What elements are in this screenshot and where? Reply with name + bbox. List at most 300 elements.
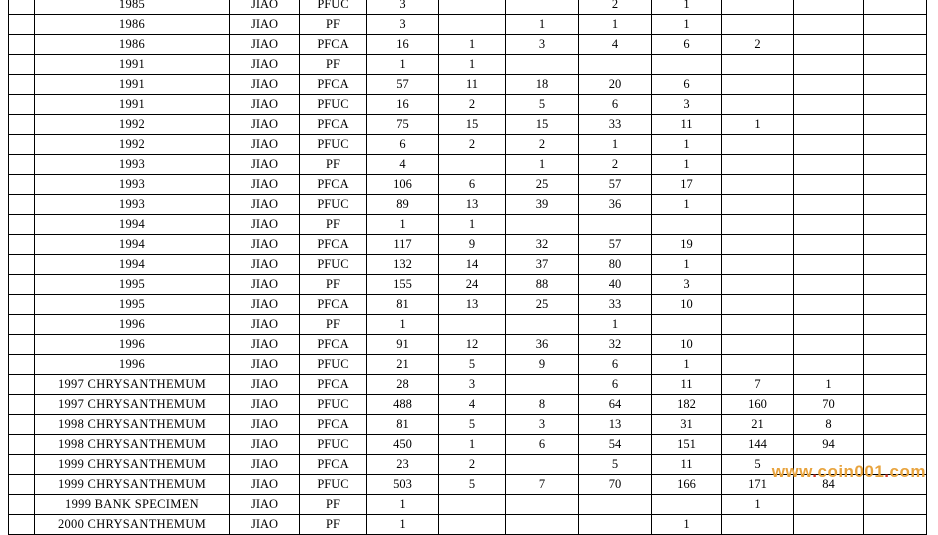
cell-count-2: 32: [506, 235, 579, 255]
cell-year-variety: 1999 BANK SPECIMEN: [35, 495, 230, 515]
cell-count-2: 39: [506, 195, 579, 215]
cell-count-3: 40: [579, 275, 652, 295]
cell-count-5: [722, 335, 794, 355]
cell-count-2: [506, 215, 579, 235]
cell-total: 3: [367, 15, 439, 35]
cell-grade: PFCA: [300, 235, 367, 255]
row-marker-cell: [9, 215, 35, 235]
cell-year-variety: 1985: [35, 0, 230, 15]
cell-count-6: [794, 135, 864, 155]
cell-count-3: [579, 495, 652, 515]
cell-count-6: [794, 55, 864, 75]
cell-count-4: 31: [652, 415, 722, 435]
cell-year-variety: 1992: [35, 135, 230, 155]
cell-count-7: [864, 275, 927, 295]
cell-count-7: [864, 115, 927, 135]
cell-year-variety: 1994: [35, 215, 230, 235]
cell-count-2: [506, 455, 579, 475]
cell-count-2: 8: [506, 395, 579, 415]
cell-count-4: [652, 495, 722, 515]
cell-grade: PFCA: [300, 415, 367, 435]
cell-count-5: [722, 175, 794, 195]
cell-count-6: 8: [794, 415, 864, 435]
cell-count-3: 33: [579, 295, 652, 315]
cell-count-4: 11: [652, 455, 722, 475]
cell-count-2: [506, 0, 579, 15]
cell-count-7: [864, 315, 927, 335]
cell-count-6: 84: [794, 475, 864, 495]
cell-count-1: 1: [439, 215, 506, 235]
cell-count-6: [794, 75, 864, 95]
cell-count-4: 1: [652, 195, 722, 215]
cell-count-7: [864, 455, 927, 475]
cell-count-6: [794, 455, 864, 475]
cell-count-6: [794, 275, 864, 295]
cell-count-1: 12: [439, 335, 506, 355]
cell-count-2: [506, 375, 579, 395]
cell-count-1: 1: [439, 55, 506, 75]
cell-count-4: 6: [652, 75, 722, 95]
cell-count-5: 144: [722, 435, 794, 455]
cell-count-6: [794, 115, 864, 135]
cell-denomination: JIAO: [230, 455, 300, 475]
cell-count-6: [794, 315, 864, 335]
cell-count-7: [864, 55, 927, 75]
cell-count-3: 57: [579, 235, 652, 255]
cell-count-7: [864, 475, 927, 495]
cell-count-1: 5: [439, 415, 506, 435]
cell-denomination: JIAO: [230, 115, 300, 135]
table-row: [9, 215, 927, 235]
cell-count-4: 11: [652, 375, 722, 395]
cell-count-4: 10: [652, 335, 722, 355]
cell-total: 89: [367, 195, 439, 215]
cell-count-3: 36: [579, 195, 652, 215]
row-marker-cell: [9, 315, 35, 335]
cell-count-1: 2: [439, 135, 506, 155]
cell-grade: PFUC: [300, 135, 367, 155]
cell-count-2: 37: [506, 255, 579, 275]
table-row: [9, 15, 927, 35]
cell-count-6: [794, 255, 864, 275]
cell-total: 1: [367, 55, 439, 75]
cell-year-variety: 1994: [35, 255, 230, 275]
cell-count-2: 3: [506, 415, 579, 435]
cell-year-variety: 1999 CHRYSANTHEMUM: [35, 475, 230, 495]
cell-denomination: JIAO: [230, 35, 300, 55]
cell-denomination: JIAO: [230, 75, 300, 95]
cell-count-2: 18: [506, 75, 579, 95]
cell-total: 155: [367, 275, 439, 295]
row-marker-cell: [9, 475, 35, 495]
table-body: [9, 0, 927, 535]
row-marker-cell: [9, 115, 35, 135]
cell-count-7: [864, 195, 927, 215]
cell-count-2: 2: [506, 135, 579, 155]
cell-year-variety: 1991: [35, 75, 230, 95]
watermark-prefix: www: [771, 462, 813, 481]
cell-year-variety: 1986: [35, 15, 230, 35]
cell-denomination: JIAO: [230, 375, 300, 395]
cell-denomination: JIAO: [230, 195, 300, 215]
cell-year-variety: 2000 CHRYSANTHEMUM: [35, 515, 230, 535]
row-marker-cell: [9, 135, 35, 155]
cell-count-2: 1: [506, 15, 579, 35]
cell-count-4: 17: [652, 175, 722, 195]
cell-grade: PF: [300, 315, 367, 335]
cell-count-1: 24: [439, 275, 506, 295]
cell-count-3: 57: [579, 175, 652, 195]
cell-count-5: 160: [722, 395, 794, 415]
cell-grade: PFCA: [300, 35, 367, 55]
cell-count-4: 3: [652, 275, 722, 295]
cell-count-4: 1: [652, 155, 722, 175]
cell-count-5: 1: [722, 115, 794, 135]
cell-count-1: 1: [439, 435, 506, 455]
cell-count-6: [794, 195, 864, 215]
cell-count-4: 1: [652, 135, 722, 155]
cell-count-1: 13: [439, 195, 506, 215]
cell-total: 1: [367, 515, 439, 535]
cell-grade: PFCA: [300, 295, 367, 315]
cell-count-1: [439, 495, 506, 515]
cell-count-2: 88: [506, 275, 579, 295]
cell-year-variety: 1993: [35, 155, 230, 175]
cell-count-1: 11: [439, 75, 506, 95]
cell-total: 81: [367, 295, 439, 315]
cell-total: 503: [367, 475, 439, 495]
cell-count-7: [864, 415, 927, 435]
cell-total: 3: [367, 0, 439, 15]
cell-denomination: JIAO: [230, 395, 300, 415]
row-marker-cell: [9, 15, 35, 35]
row-marker-cell: [9, 435, 35, 455]
cell-denomination: JIAO: [230, 475, 300, 495]
cell-count-5: [722, 235, 794, 255]
watermark-dot-1: .: [812, 462, 818, 481]
cell-denomination: JIAO: [230, 215, 300, 235]
cell-count-4: 182: [652, 395, 722, 415]
cell-count-3: 13: [579, 415, 652, 435]
cell-denomination: JIAO: [230, 155, 300, 175]
cell-count-7: [864, 35, 927, 55]
cell-count-3: 1: [579, 15, 652, 35]
row-marker-cell: [9, 175, 35, 195]
cell-count-6: 94: [794, 435, 864, 455]
cell-grade: PFCA: [300, 455, 367, 475]
table-row: [9, 375, 927, 395]
cell-year-variety: 1986: [35, 35, 230, 55]
cell-count-1: 13: [439, 295, 506, 315]
cell-count-3: 20: [579, 75, 652, 95]
cell-count-2: 5: [506, 95, 579, 115]
cell-count-4: 1: [652, 0, 722, 15]
table-row: [9, 435, 927, 455]
cell-count-5: [722, 15, 794, 35]
cell-count-5: [722, 255, 794, 275]
row-marker-cell: [9, 195, 35, 215]
cell-count-3: 33: [579, 115, 652, 135]
cell-grade: PF: [300, 275, 367, 295]
cell-count-5: 5: [722, 455, 794, 475]
cell-total: 23: [367, 455, 439, 475]
cell-count-7: [864, 395, 927, 415]
cell-denomination: JIAO: [230, 55, 300, 75]
cell-grade: PFUC: [300, 475, 367, 495]
cell-count-3: 2: [579, 0, 652, 15]
cell-count-7: [864, 355, 927, 375]
row-marker-cell: [9, 295, 35, 315]
cell-count-7: [864, 235, 927, 255]
cell-count-1: 4: [439, 395, 506, 415]
row-marker-cell: [9, 235, 35, 255]
cell-count-3: 54: [579, 435, 652, 455]
row-marker-cell: [9, 355, 35, 375]
cell-grade: PFUC: [300, 95, 367, 115]
cell-grade: PFCA: [300, 75, 367, 95]
cell-year-variety: 1998 CHRYSANTHEMUM: [35, 415, 230, 435]
cell-count-2: [506, 55, 579, 75]
cell-total: 81: [367, 415, 439, 435]
cell-count-4: 1: [652, 355, 722, 375]
cell-count-1: 15: [439, 115, 506, 135]
cell-count-7: [864, 255, 927, 275]
cell-total: 21: [367, 355, 439, 375]
cell-count-6: [794, 175, 864, 195]
cell-count-5: [722, 195, 794, 215]
cell-count-1: 9: [439, 235, 506, 255]
cell-count-6: [794, 335, 864, 355]
table-row: [9, 395, 927, 415]
cell-denomination: JIAO: [230, 495, 300, 515]
cell-total: 132: [367, 255, 439, 275]
cell-count-7: [864, 15, 927, 35]
cell-count-6: [794, 295, 864, 315]
cell-count-5: 171: [722, 475, 794, 495]
cell-grade: PFUC: [300, 195, 367, 215]
cell-count-5: [722, 0, 794, 15]
cell-count-5: [722, 295, 794, 315]
cell-count-7: [864, 215, 927, 235]
cell-total: 91: [367, 335, 439, 355]
cell-grade: PF: [300, 15, 367, 35]
cell-count-6: 70: [794, 395, 864, 415]
cell-total: 16: [367, 35, 439, 55]
cell-year-variety: 1996: [35, 315, 230, 335]
cell-denomination: JIAO: [230, 295, 300, 315]
cell-count-7: [864, 435, 927, 455]
cell-count-6: [794, 35, 864, 55]
cell-count-4: 1: [652, 255, 722, 275]
cell-count-7: [864, 0, 927, 15]
cell-count-3: 64: [579, 395, 652, 415]
cell-count-4: 10: [652, 295, 722, 315]
cell-total: 57: [367, 75, 439, 95]
cell-count-4: 1: [652, 15, 722, 35]
cell-count-4: [652, 315, 722, 335]
cell-year-variety: 1996: [35, 355, 230, 375]
cell-count-3: 80: [579, 255, 652, 275]
table-row: [9, 275, 927, 295]
cell-grade: PFCA: [300, 175, 367, 195]
row-marker-cell: [9, 0, 35, 15]
cell-total: 117: [367, 235, 439, 255]
cell-count-6: [794, 355, 864, 375]
cell-total: 4: [367, 155, 439, 175]
cell-denomination: JIAO: [230, 135, 300, 155]
cell-year-variety: 1993: [35, 195, 230, 215]
cell-total: 75: [367, 115, 439, 135]
cell-count-3: 70: [579, 475, 652, 495]
cell-count-3: 6: [579, 355, 652, 375]
cell-denomination: JIAO: [230, 315, 300, 335]
row-marker-cell: [9, 275, 35, 295]
cell-count-3: 5: [579, 455, 652, 475]
cell-count-2: 6: [506, 435, 579, 455]
cell-count-2: [506, 495, 579, 515]
cell-year-variety: 1996: [35, 335, 230, 355]
cell-grade: PF: [300, 55, 367, 75]
cell-count-5: [722, 135, 794, 155]
cell-year-variety: 1999 CHRYSANTHEMUM: [35, 455, 230, 475]
row-marker-cell: [9, 495, 35, 515]
table-row: [9, 55, 927, 75]
cell-total: 1: [367, 215, 439, 235]
cell-count-3: 6: [579, 95, 652, 115]
cell-count-7: [864, 175, 927, 195]
row-marker-cell: [9, 455, 35, 475]
cell-grade: PFUC: [300, 395, 367, 415]
cell-count-1: 5: [439, 475, 506, 495]
cell-count-5: [722, 275, 794, 295]
table-row: [9, 175, 927, 195]
cell-grade: PFUC: [300, 435, 367, 455]
cell-count-7: [864, 295, 927, 315]
cell-count-5: [722, 55, 794, 75]
cell-count-2: 7: [506, 475, 579, 495]
cell-count-6: [794, 15, 864, 35]
cell-count-5: [722, 75, 794, 95]
cell-grade: PF: [300, 155, 367, 175]
watermark-suffix: com: [889, 462, 926, 481]
cell-count-1: 6: [439, 175, 506, 195]
cell-denomination: JIAO: [230, 355, 300, 375]
table-row: [9, 335, 927, 355]
cell-count-1: [439, 0, 506, 15]
table-row: [9, 195, 927, 215]
row-marker-cell: [9, 395, 35, 415]
table-row: [9, 355, 927, 375]
cell-count-2: 1: [506, 155, 579, 175]
cell-count-1: 3: [439, 375, 506, 395]
cell-denomination: JIAO: [230, 335, 300, 355]
cell-count-2: 15: [506, 115, 579, 135]
table-row: [9, 155, 927, 175]
cell-count-1: [439, 315, 506, 335]
cell-count-5: 1: [722, 495, 794, 515]
cell-count-1: [439, 15, 506, 35]
cell-denomination: JIAO: [230, 255, 300, 275]
table-row: [9, 135, 927, 155]
cell-grade: PFUC: [300, 0, 367, 15]
cell-count-7: [864, 375, 927, 395]
cell-total: 106: [367, 175, 439, 195]
cell-year-variety: 1991: [35, 95, 230, 115]
row-marker-cell: [9, 75, 35, 95]
cell-count-6: [794, 235, 864, 255]
table-row: [9, 75, 927, 95]
cell-grade: PFCA: [300, 375, 367, 395]
cell-grade: PFUC: [300, 255, 367, 275]
table-row: [9, 95, 927, 115]
row-marker-cell: [9, 35, 35, 55]
cell-count-5: [722, 315, 794, 335]
cell-total: 28: [367, 375, 439, 395]
row-marker-cell: [9, 255, 35, 275]
cell-count-4: 166: [652, 475, 722, 495]
cell-count-3: 6: [579, 375, 652, 395]
cell-count-3: 4: [579, 35, 652, 55]
cell-count-2: 25: [506, 175, 579, 195]
cell-year-variety: 1995: [35, 275, 230, 295]
cell-year-variety: 1992: [35, 115, 230, 135]
cell-count-1: 2: [439, 95, 506, 115]
cell-count-4: [652, 215, 722, 235]
table-row: [9, 475, 927, 495]
cell-count-5: 7: [722, 375, 794, 395]
cell-denomination: JIAO: [230, 415, 300, 435]
cell-denomination: JIAO: [230, 275, 300, 295]
cell-total: 1: [367, 495, 439, 515]
cell-count-3: [579, 215, 652, 235]
row-marker-cell: [9, 155, 35, 175]
cell-count-4: 19: [652, 235, 722, 255]
cell-count-4: 6: [652, 35, 722, 55]
cell-denomination: JIAO: [230, 0, 300, 15]
cell-grade: PFCA: [300, 115, 367, 135]
cell-count-3: 1: [579, 315, 652, 335]
cell-count-2: 3: [506, 35, 579, 55]
cell-count-3: 32: [579, 335, 652, 355]
cell-count-6: [794, 215, 864, 235]
cell-count-2: 25: [506, 295, 579, 315]
cell-count-4: 151: [652, 435, 722, 455]
table-row: [9, 235, 927, 255]
population-report-table: [8, 0, 927, 535]
cell-year-variety: 1997 CHRYSANTHEMUM: [35, 375, 230, 395]
cell-denomination: JIAO: [230, 15, 300, 35]
cell-count-5: [722, 95, 794, 115]
table-row: [9, 415, 927, 435]
cell-total: 450: [367, 435, 439, 455]
cell-count-2: 9: [506, 355, 579, 375]
cell-count-3: 1: [579, 135, 652, 155]
table-row: [9, 315, 927, 335]
row-marker-cell: [9, 55, 35, 75]
cell-grade: PFCA: [300, 335, 367, 355]
cell-grade: PFUC: [300, 355, 367, 375]
cell-count-1: 5: [439, 355, 506, 375]
row-marker-cell: [9, 335, 35, 355]
cell-count-7: [864, 495, 927, 515]
table-row: [9, 35, 927, 55]
cell-year-variety: 1991: [35, 55, 230, 75]
cell-count-4: 1: [652, 515, 722, 535]
table-row: [9, 255, 927, 275]
cell-total: 488: [367, 395, 439, 415]
cell-total: 6: [367, 135, 439, 155]
watermark-dot-2: .: [884, 462, 890, 481]
